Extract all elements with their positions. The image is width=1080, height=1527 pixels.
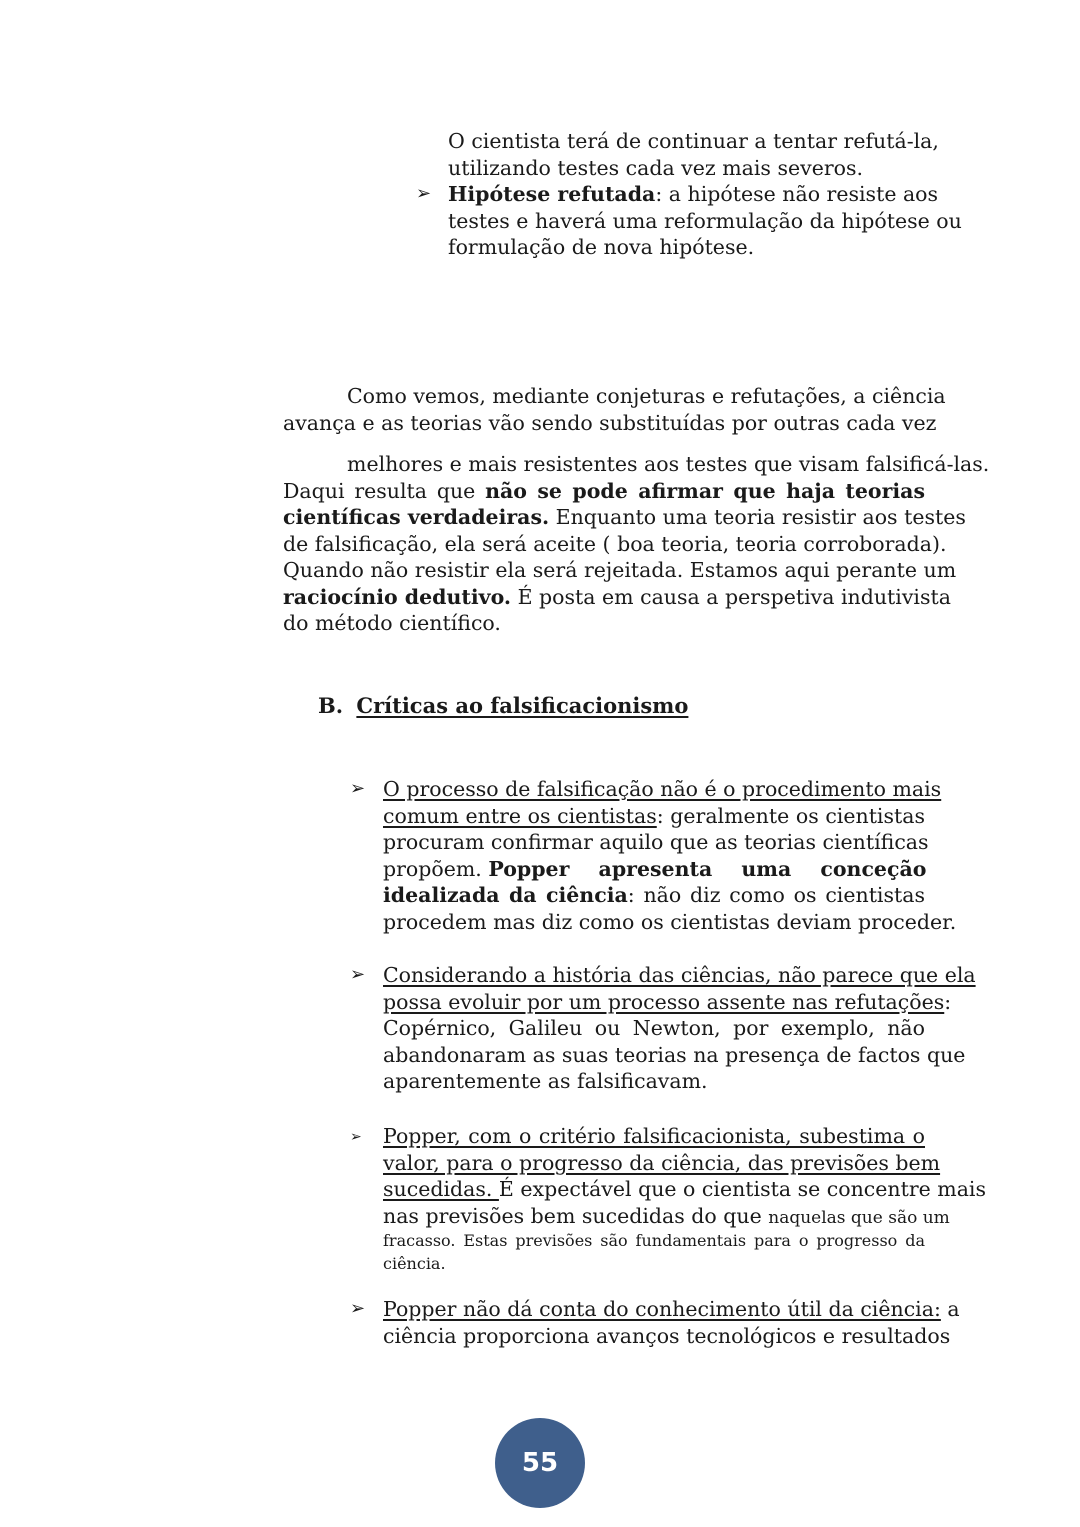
text-line: do método científico. (283, 611, 501, 635)
text-line: melhores e mais resistentes aos testes que visam falsificá-las. (347, 452, 990, 476)
paragraph-conjectures (283, 383, 946, 436)
text-line: nas previsões bem sucedidas do que naquelas que são um (383, 1203, 950, 1228)
text-line: Como vemos, mediante conjeturas e refutações, a ciência (347, 384, 946, 408)
text-line: Popper não dá conta do conhecimento útil da ciência: a (383, 1297, 960, 1321)
text-line: Hipótese refutada: a hipótese não resiste aos (448, 182, 939, 206)
criticism-item-4 (383, 1296, 960, 1349)
page-number-badge (495, 1418, 585, 1508)
text-line: comum entre os cientistas: geralmente os cientistas (383, 803, 925, 828)
text-line: O processo de falsificação não é o procedimento mais (383, 777, 942, 801)
arrow-bullet-icon: ➢ (416, 183, 432, 204)
text-line: utilizando testes cada vez mais severos. (448, 155, 864, 180)
text-line: científicas verdadeiras. Enquanto uma teoria resistir aos testes (283, 505, 966, 529)
text-line: Copérnico, Galileu ou Newton, por exemplo, não (383, 1016, 925, 1040)
text-line: ciência proporciona avanços tecnológicos e resultados (383, 1323, 951, 1348)
text-line: testes e haverá uma reformulação da hipótese ou (448, 208, 962, 233)
text-line: Daqui resulta que não se pode afirmar que haja teorias (283, 478, 926, 503)
section-title: Críticas ao falsificacionismo (356, 693, 689, 718)
criticism-item-2 (383, 962, 976, 1095)
text-line: aparentemente as falsificavam. (383, 1069, 708, 1093)
paragraph-no-true-theories (283, 451, 990, 637)
text-line: sucedidas. É expectável que o cientista se concentre mais (383, 1177, 987, 1201)
text-line: Popper, com o critério falsificacionista, subestima o (383, 1124, 925, 1148)
text-line: avança e as teorias vão sendo substituídas por outras cada vez (283, 410, 937, 435)
section-heading (318, 692, 688, 720)
criticism-item-1 (383, 776, 957, 935)
text-line: ciência. (383, 1254, 446, 1273)
text-line: idealizada da ciência: não diz como os cientistas (383, 883, 925, 907)
text-line: O cientista terá de continuar a tentar refutá-la, (448, 129, 939, 153)
text-line: possa evoluir por um processo assente nas refutações: (383, 989, 952, 1014)
text-line: de falsificação, ela será aceite ( boa teoria, teoria corroborada). (283, 531, 947, 556)
arrow-bullet-icon: ➢ (350, 1129, 362, 1145)
text-line: Quando não resistir ela será rejeitada. Estamos aqui perante um (283, 558, 957, 582)
bullet-refuted-hypothesis (448, 181, 962, 261)
text-line: formulação de nova hipótese. (448, 235, 755, 259)
text-line: fracasso. Estas previsões são fundamentais para o progresso da (383, 1231, 925, 1250)
section-letter: B. (318, 693, 344, 718)
arrow-bullet-icon: ➢ (350, 778, 366, 799)
page-number: 55 (521, 1448, 559, 1478)
text-line: valor, para o progresso da ciência, das previsões bem (383, 1150, 941, 1175)
text-line: raciocínio dedutivo. É posta em causa a perspetiva indutivista (283, 584, 951, 609)
bold-term: Hipótese refutada (448, 182, 656, 206)
text-line: propõem. Popper apresenta uma conceção (383, 856, 927, 881)
top-continuation (448, 128, 939, 181)
arrow-bullet-icon: ➢ (350, 1298, 366, 1319)
text-line: Considerando a história das ciências, não parece que ela (383, 963, 976, 987)
criticism-item-3 (383, 1123, 987, 1275)
arrow-bullet-icon: ➢ (350, 964, 366, 985)
text-line: procuram confirmar aquilo que as teorias científicas (383, 830, 929, 854)
text-line: procedem mas diz como os cientistas deviam proceder. (383, 909, 957, 934)
text-line: abandonaram as suas teorias na presença de factos que (383, 1042, 966, 1067)
